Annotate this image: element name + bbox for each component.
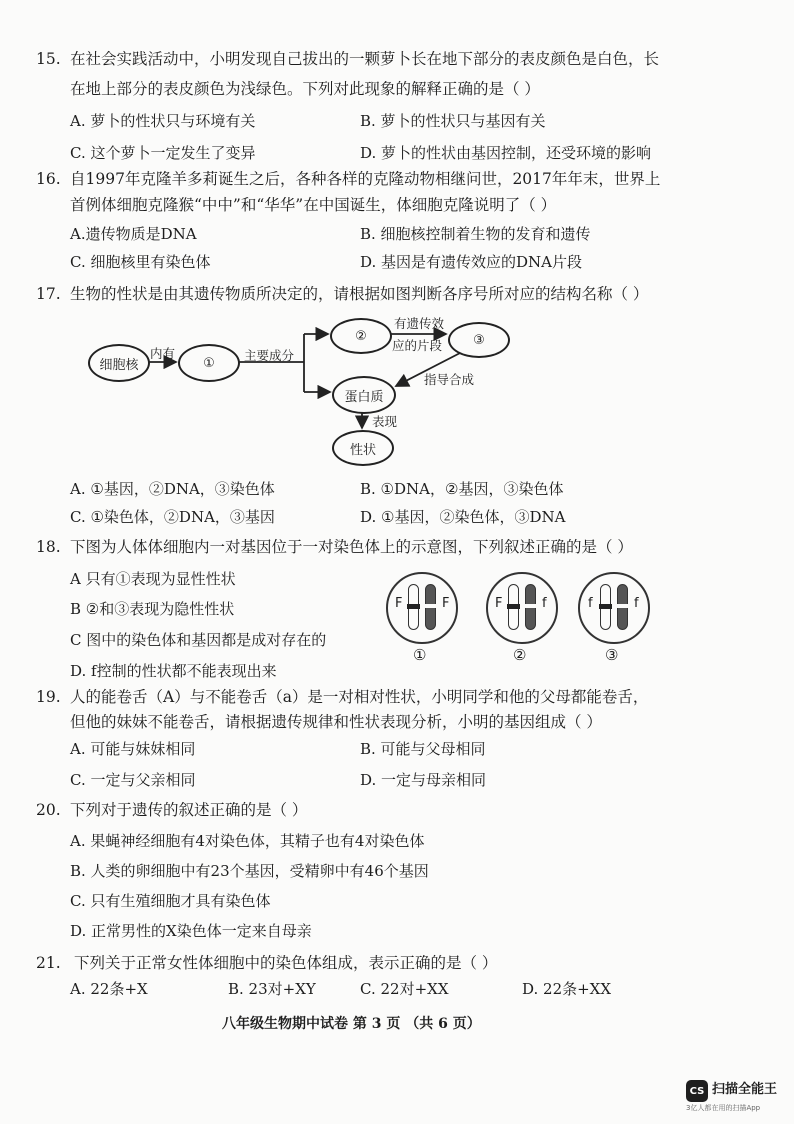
- q17-option-b: B. ①DNA，②基因，③染色体: [360, 480, 564, 498]
- q17-option-c: C. ①染色体，②DNA，③基因: [70, 508, 275, 526]
- q15-option-d: D. 萝卜的性状由基因控制，还受环境的影响: [360, 144, 652, 162]
- q20-option-d: D. 正常男性的X染色体一定来自母亲: [70, 922, 312, 940]
- figure-label-3: ③: [605, 646, 619, 664]
- q17-number: 17.: [36, 285, 61, 303]
- q18-number: 18.: [36, 538, 61, 556]
- q15-number: 15.: [36, 50, 61, 68]
- q17-option-d: D. ①基因，②染色体，③DNA: [360, 508, 566, 526]
- camscanner-logo-icon: CS: [686, 1080, 708, 1102]
- q19-stem-line1: 人的能卷舌（A）与不能卷舌（a）是一对相对性状，小明同学和他的父母都能卷舌，: [70, 688, 649, 706]
- q18-option-c: C 图中的染色体和基因都是成对存在的: [70, 631, 327, 649]
- cell-nucleus-label: 细胞核: [99, 357, 139, 373]
- q21-option-a: A. 22条+X: [70, 980, 148, 998]
- q17-stem-line1: 生物的性状是由其遗传物质所决定的，请根据如图判断各序号所对应的结构名称（ ）: [70, 285, 649, 303]
- main-component-label: 主要成分: [244, 348, 295, 363]
- q20-number: 20.: [36, 801, 61, 819]
- chromosome-cell-1: [386, 572, 458, 644]
- genetic-effect-label-2: 应的片段: [392, 338, 443, 353]
- q16-option-c: C. 细胞核里有染色体: [70, 253, 211, 271]
- q20-option-a: A. 果蝇神经细胞有4对染色体，其精子也有4对染色体: [70, 832, 425, 850]
- q18-option-d: D. f控制的性状都不能表现出来: [70, 662, 277, 680]
- node-1: [178, 344, 240, 382]
- page-footer: 八年级生物期中试卷 第 3 页 （共 6 页）: [222, 1016, 481, 1032]
- chromosome-cell-2: [486, 572, 558, 644]
- chromosome-left: [408, 584, 419, 630]
- q21-option-c: C. 22对+XX: [360, 980, 449, 998]
- figure-label-1: ①: [413, 646, 427, 664]
- node-2-label: ②: [355, 328, 367, 344]
- cell-nucleus-node: [88, 344, 150, 382]
- gene-right: f: [542, 596, 547, 611]
- q18-option-b: B ②和③表现为隐性性状: [70, 600, 235, 618]
- q19-option-a: A. 可能与妹妹相同: [70, 740, 196, 758]
- trait-label: 性状: [349, 442, 376, 458]
- chromosome-right: [525, 584, 536, 630]
- q18-option-a: A 只有①表现为显性性状: [70, 570, 236, 588]
- q15-option-c: C. 这个萝卜一定发生了变异: [70, 144, 256, 162]
- q15-stem-line2: 在地上部分的表皮颜色为浅绿色。下列对此现象的解释正确的是（ ）: [70, 80, 540, 98]
- genetic-effect-label-1: 有遗传效: [394, 316, 445, 331]
- node-2: [330, 318, 392, 354]
- protein-label: 蛋白质: [344, 389, 384, 405]
- q16-option-d: D. 基因是有遗传效应的DNA片段: [360, 253, 583, 271]
- q16-option-a: A.遗传物质是DNA: [70, 225, 197, 243]
- chromosome-cell-3: [578, 572, 650, 644]
- trait-node: [332, 430, 394, 466]
- q20-stem-line1: 下列对于遗传的叙述正确的是（ ）: [70, 801, 308, 819]
- chromosome-left: [508, 584, 519, 630]
- chromosome-left: [600, 584, 611, 630]
- node-1-label: ①: [203, 355, 215, 371]
- protein-node: [332, 376, 396, 414]
- q19-option-b: B. 可能与父母相同: [360, 740, 486, 758]
- q16-option-b: B. 细胞核控制着生物的发育和遗传: [360, 225, 591, 243]
- gene-right: F: [442, 596, 450, 611]
- q19-number: 19.: [36, 688, 61, 706]
- q15-option-a: A. 萝卜的性状只与环境有关: [70, 112, 256, 130]
- figure-label-2: ②: [513, 646, 527, 664]
- q16-stem-line2: 首例体细胞克隆猴“中中”和“华华”在中国诞生，体细胞克隆说明了（ ）: [70, 196, 557, 214]
- contains-label: 内有: [150, 346, 176, 361]
- q16-stem-line1: 自1997年克隆羊多莉诞生之后，各种各样的克隆动物相继问世，2017年年末，世界上: [70, 170, 661, 188]
- gene-right: f: [634, 596, 639, 611]
- camscanner-name: 扫描全能王: [712, 1082, 778, 1097]
- q16-number: 16.: [36, 170, 61, 188]
- chromosome-right: [617, 584, 628, 630]
- camscanner-tagline: 3亿人都在用的扫描App: [686, 1104, 761, 1112]
- express-label: 表现: [372, 414, 398, 429]
- q15-option-b: B. 萝卜的性状只与基因有关: [360, 112, 546, 130]
- chromosome-right: [425, 584, 436, 630]
- guide-synthesis-label: 指导合成: [424, 372, 475, 387]
- q19-option-d: D. 一定与母亲相同: [360, 771, 487, 789]
- q20-option-b: B. 人类的卵细胞中有23个基因，受精卵中有46个基因: [70, 862, 429, 880]
- q21-stem-line1: 下列关于正常女性体细胞中的染色体组成，表示正确的是（ ）: [74, 954, 498, 972]
- q15-stem-line1: 在社会实践活动中，小明发现自己拔出的一颗萝卜长在地下部分的表皮颜色是白色，长: [70, 50, 660, 68]
- q19-option-c: C. 一定与父亲相同: [70, 771, 196, 789]
- node-3-label: ③: [473, 332, 485, 348]
- q21-option-b: B. 23对+XY: [228, 980, 316, 998]
- q17-option-a: A. ①基因，②DNA，③染色体: [70, 480, 275, 498]
- node-3: [448, 322, 510, 358]
- q19-stem-line2: 但他的妹妹不能卷舌，请根据遗传规律和性状表现分析，小明的基因组成（ ）: [70, 713, 602, 731]
- gene-left: F: [495, 596, 503, 611]
- q21-number: 21.: [36, 954, 61, 972]
- gene-left: f: [588, 596, 593, 611]
- q20-option-c: C. 只有生殖细胞才具有染色体: [70, 892, 271, 910]
- q21-option-d: D. 22条+XX: [522, 980, 612, 998]
- q18-stem-line1: 下图为人体体细胞内一对基因位于一对染色体上的示意图，下列叙述正确的是（ ）: [70, 538, 633, 556]
- gene-left: F: [395, 596, 403, 611]
